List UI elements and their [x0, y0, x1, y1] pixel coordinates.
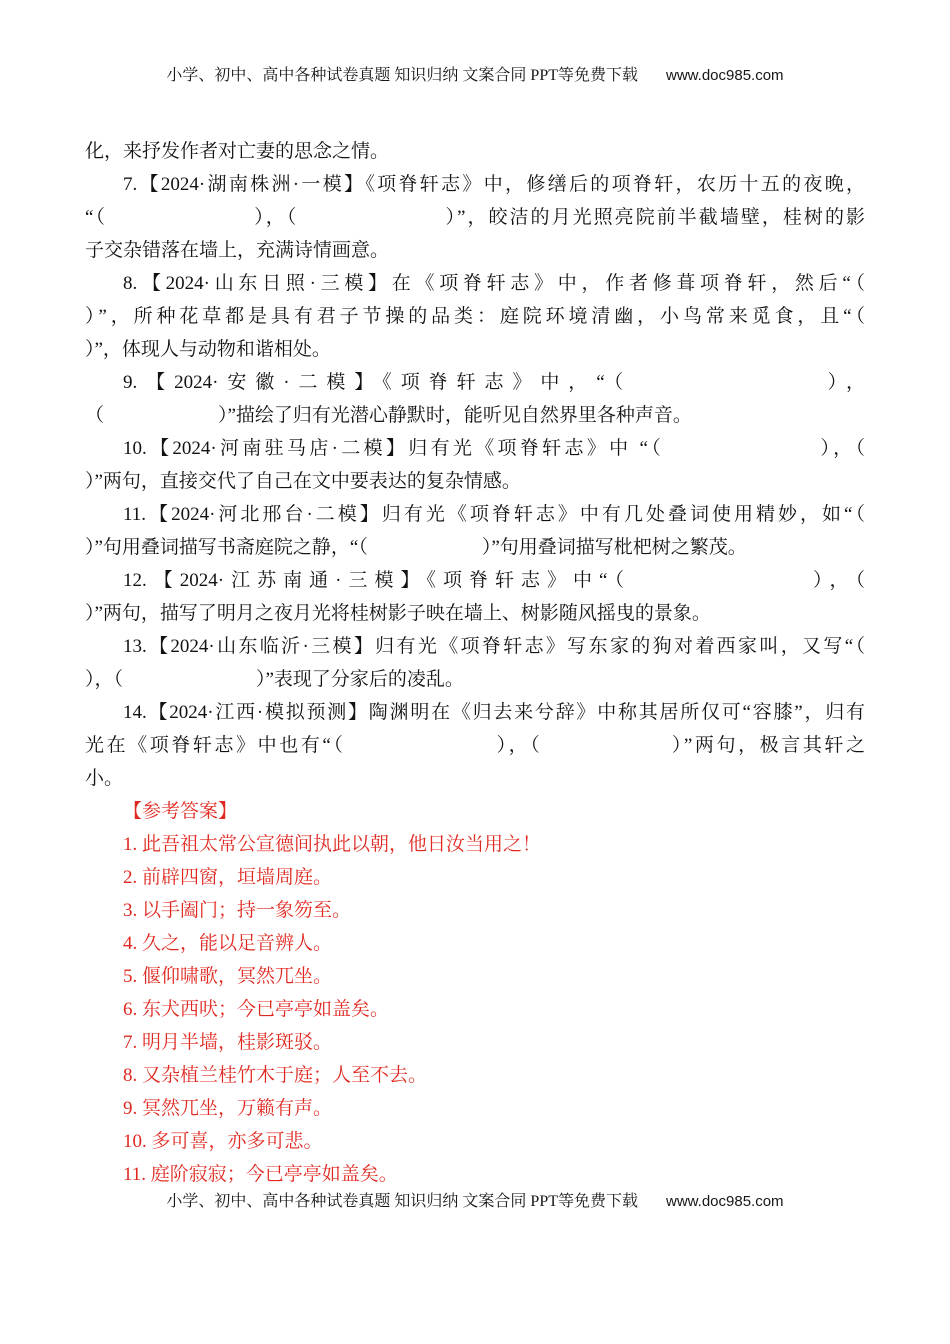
footer-site-url: www.doc985.com — [666, 1193, 784, 1210]
question-10-line-1: 10.【2024·河南驻马店·二模】归有光《项脊轩志》中 “（ ），（ — [123, 438, 865, 459]
answer-5: 5. 偃仰啸歌，冥然兀坐。 — [123, 966, 333, 987]
answer-2: 2. 前辟四窗，垣墙周庭。 — [123, 867, 333, 888]
question-13-line-1: 13.【2024·山东临沂·三模】归有光《项脊轩志》写东家的狗对着西家叫，又写“（ — [123, 636, 865, 657]
answer-6: 6. 东犬西吠；今已亭亭如盖矣。 — [123, 999, 390, 1020]
page-header — [0, 66, 950, 86]
answer-9: 9. 冥然兀坐，万籁有声。 — [123, 1098, 333, 1119]
header-site-url: www.doc985.com — [666, 67, 784, 84]
answer-1: 1. 此吾祖太常公宣德间执此以朝，他日汝当用之！ — [123, 834, 542, 855]
question-12-line-1: 12.【2024·江苏南通·三模】《项脊轩志》中“（ ），（ — [123, 570, 865, 591]
answers-title: 【参考答案】 — [123, 801, 238, 822]
question-10-line-2: ）”两句，直接交代了自己在文中要表达的复杂情感。 — [85, 471, 521, 492]
question-7-line-2: “（ ），（ ）”，皎洁的月光照亮院前半截墙壁，桂树的影 — [85, 207, 865, 228]
question-8-line-3: ）”，体现人与动物和谐相处。 — [85, 339, 331, 360]
header-site-text: 小学、初中、高中各种试卷真题 知识归纳 文案合同 PPT等免费下载 — [166, 67, 638, 84]
answer-7: 7. 明月半墙，桂影斑驳。 — [123, 1032, 333, 1053]
question-7-line-3: 子交杂错落在墙上，充满诗情画意。 — [85, 240, 390, 261]
answer-8: 8. 又杂植兰桂竹木于庭；人至不去。 — [123, 1065, 428, 1086]
answer-4: 4. 久之，能以足音辨人。 — [123, 933, 333, 954]
answer-10: 10. 多可喜，亦多可悲。 — [123, 1131, 323, 1152]
question-9-line-2: （ ）”描绘了归有光潜心静默时，能听见自然界里各种声音。 — [85, 405, 692, 426]
answer-3: 3. 以手阖门；持一象笏至。 — [123, 900, 352, 921]
question-8-line-2: ）”，所种花草都是具有君子节操的品类：庭院环境清幽，小鸟常来觅食，且“（ — [85, 306, 865, 327]
question-11-line-1: 11.【2024·河北邢台·二模】归有光《项脊轩志》中有几处叠词使用精妙，如“（ — [123, 504, 865, 525]
answer-11: 11. 庭阶寂寂；今已亭亭如盖矣。 — [123, 1164, 398, 1185]
question-9-line-1: 9.【2024·安徽·二模】《项脊轩志》中，“（ ）， — [123, 372, 865, 393]
question-8-line-1: 8.【2024·山东日照·三模】在《项脊轩志》中，作者修葺项脊轩，然后“（ — [123, 273, 865, 294]
question-14-line-1: 14.【2024·江西·模拟预测】陶渊明在《归去来兮辞》中称其居所仅可“容膝”，归有 — [123, 702, 865, 723]
document-body — [85, 135, 865, 1191]
question-14-line-2: 光在《项脊轩志》中也有“（ ），（ ）”两句，极言其轩之 — [85, 735, 865, 756]
question-11-line-2: ）”句用叠词描写书斋庭院之静，“（ ）”句用叠词描写枇杷树之繁茂。 — [85, 537, 747, 558]
intro-paragraph-line: 化，来抒发作者对亡妻的思念之情。 — [85, 141, 390, 162]
question-14-line-3: 小。 — [85, 768, 124, 789]
question-7-line-1: 7.【2024·湖南株洲·一模】《项脊轩志》中，修缮后的项脊轩，农历十五的夜晚， — [123, 174, 865, 195]
question-13-line-2: ），（ ）”表现了分家后的凌乱。 — [85, 669, 464, 690]
footer-site-text: 小学、初中、高中各种试卷真题 知识归纳 文案合同 PPT等免费下载 — [166, 1193, 638, 1210]
question-12-line-2: ）”两句，描写了明月之夜月光将桂树影子映在墙上、树影随风摇曳的景象。 — [85, 603, 711, 624]
page-footer — [0, 1192, 950, 1212]
